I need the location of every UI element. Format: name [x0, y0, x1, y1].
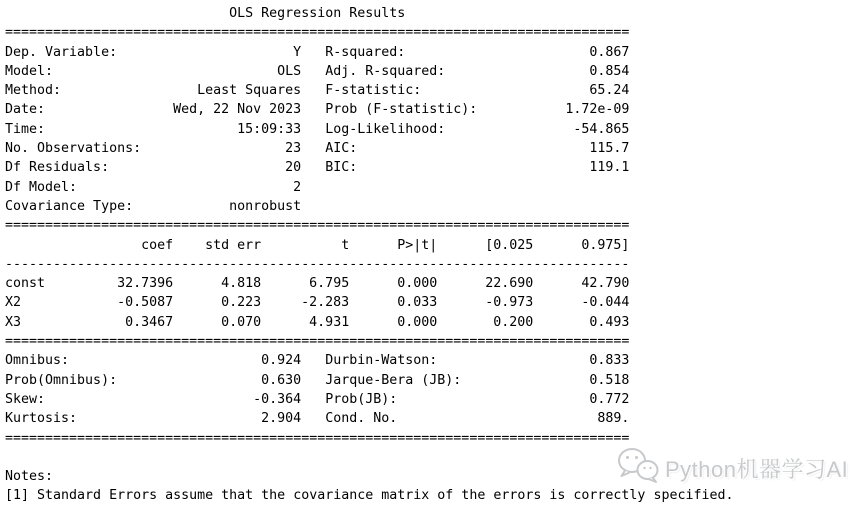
info-value: 0.854 — [589, 63, 630, 79]
info-row — [5, 81, 629, 100]
info-row — [5, 197, 629, 216]
info-label: Dep. Variable: — [5, 44, 118, 60]
diagnostic-row — [5, 390, 629, 409]
diag-value: 0.630 — [261, 372, 302, 388]
rule-double: ============================================================================== — [5, 25, 630, 41]
diagnostic-row — [5, 409, 629, 428]
info-label: Df Model: — [5, 179, 78, 195]
info-value: OLS — [277, 63, 302, 79]
coef-row-name: X3 — [5, 314, 22, 330]
ci-high-value: -0.044 — [581, 295, 630, 311]
coef-header-row — [5, 236, 629, 255]
p-value: 0.000 — [397, 276, 438, 292]
ci-low-value: -0.973 — [485, 295, 534, 311]
diag-label: Omnibus: — [5, 353, 70, 369]
diagnostic-row — [5, 351, 629, 370]
info-label: AIC: — [325, 141, 358, 157]
report-title: OLS Regression Results — [229, 6, 406, 21]
info-label: No. Observations: — [5, 141, 142, 157]
info-label: Model: — [5, 63, 54, 79]
col-ci-low: [0.025 — [485, 237, 534, 253]
info-value: 119.1 — [589, 160, 630, 176]
info-label: Covariance Type: — [5, 198, 134, 214]
blank-line — [5, 448, 629, 467]
p-value: 0.000 — [397, 314, 438, 330]
col-t: t — [341, 237, 350, 253]
diag-value: 0.518 — [589, 372, 630, 388]
coef-row-name: X2 — [5, 295, 22, 311]
diag-value: 0.924 — [261, 353, 302, 369]
info-row — [5, 178, 629, 197]
info-value: Wed, 22 Nov 2023 — [173, 102, 302, 118]
col-name — [5, 236, 53, 255]
diag-value: 0.772 — [589, 391, 630, 407]
info-value: 20 — [285, 160, 302, 176]
info-label: Adj. R-squared: — [325, 63, 446, 79]
info-value: nonrobust — [229, 198, 302, 214]
info-row — [5, 139, 629, 158]
info-label: BIC: — [325, 160, 358, 176]
ci-high-value: 42.790 — [581, 276, 630, 292]
info-value: 1.72e-09 — [565, 102, 630, 118]
coef-row — [5, 274, 629, 293]
diag-value: 2.904 — [261, 411, 302, 427]
notes-item: [1] Standard Errors assume that the covariance matrix of the errors is correctly specified. — [5, 488, 734, 504]
diag-label: Cond. No. — [325, 411, 398, 427]
info-label: Time: — [5, 121, 46, 137]
p-value: 0.033 — [397, 295, 438, 311]
std-err-value: 0.070 — [221, 314, 262, 330]
notes-heading: Notes: — [5, 469, 54, 485]
diag-label: Skew: — [5, 391, 46, 407]
coef-value: 32.7396 — [117, 276, 174, 292]
info-value: 15:09:33 — [237, 121, 302, 137]
col-ci-high: 0.975] — [581, 237, 630, 253]
col-p: P>|t| — [397, 237, 438, 253]
info-label: Method: — [5, 83, 62, 99]
ci-low-value: 0.200 — [493, 314, 534, 330]
diag-label: Durbin-Watson: — [325, 353, 438, 369]
info-value: Y — [293, 44, 302, 60]
std-err-value: 0.223 — [221, 295, 262, 311]
diag-label: Prob(Omnibus): — [5, 372, 118, 388]
col-coef: coef — [141, 237, 174, 253]
diag-label: Kurtosis: — [5, 411, 78, 427]
diag-label: Jarque-Bera (JB): — [325, 372, 462, 388]
info-value: 23 — [285, 141, 302, 157]
info-row — [5, 43, 629, 62]
coef-row — [5, 313, 629, 332]
coef-row-name: const — [5, 276, 46, 292]
info-value: 2 — [293, 179, 302, 195]
info-value: 115.7 — [589, 141, 630, 157]
info-row — [5, 100, 629, 119]
info-value: -54.865 — [573, 121, 630, 137]
coef-value: 0.3467 — [125, 314, 174, 330]
info-row — [5, 62, 629, 81]
watermark-text: Python机器学习AI — [665, 456, 849, 482]
info-value: 65.24 — [589, 83, 630, 99]
diagnostic-row — [5, 371, 629, 390]
rule-double: ============================================================================== — [5, 334, 630, 350]
info-label: F-statistic: — [325, 83, 422, 99]
info-label: Date: — [5, 102, 46, 118]
info-value: Least Squares — [197, 83, 302, 99]
coef-value: -0.5087 — [117, 295, 174, 311]
ci-low-value: 22.690 — [485, 276, 534, 292]
rule-dashed: ------------------------------------------------------------------------------ — [5, 256, 630, 272]
diag-label: Prob(JB): — [325, 391, 398, 407]
info-value: 0.867 — [589, 44, 630, 60]
info-label: Log-Likelihood: — [325, 121, 446, 137]
rule-double: ============================================================================== — [5, 430, 630, 446]
diag-value: -0.364 — [253, 391, 302, 407]
diag-value: 0.833 — [589, 353, 630, 369]
ols-report — [5, 4, 734, 506]
coef-row — [5, 293, 629, 312]
info-row — [5, 158, 629, 177]
t-value: -2.283 — [301, 295, 350, 311]
diag-value: 889. — [597, 411, 630, 427]
info-label: Df Residuals: — [5, 160, 110, 176]
t-value: 4.931 — [309, 314, 350, 330]
col-std-err: std err — [205, 237, 262, 253]
info-label: R-squared: — [325, 44, 406, 60]
rule-double: ============================================================================== — [5, 218, 630, 234]
t-value: 6.795 — [309, 276, 350, 292]
info-label: Prob (F-statistic): — [325, 102, 478, 118]
info-row — [5, 120, 629, 139]
ci-high-value: 0.493 — [589, 314, 630, 330]
std-err-value: 4.818 — [221, 276, 262, 292]
